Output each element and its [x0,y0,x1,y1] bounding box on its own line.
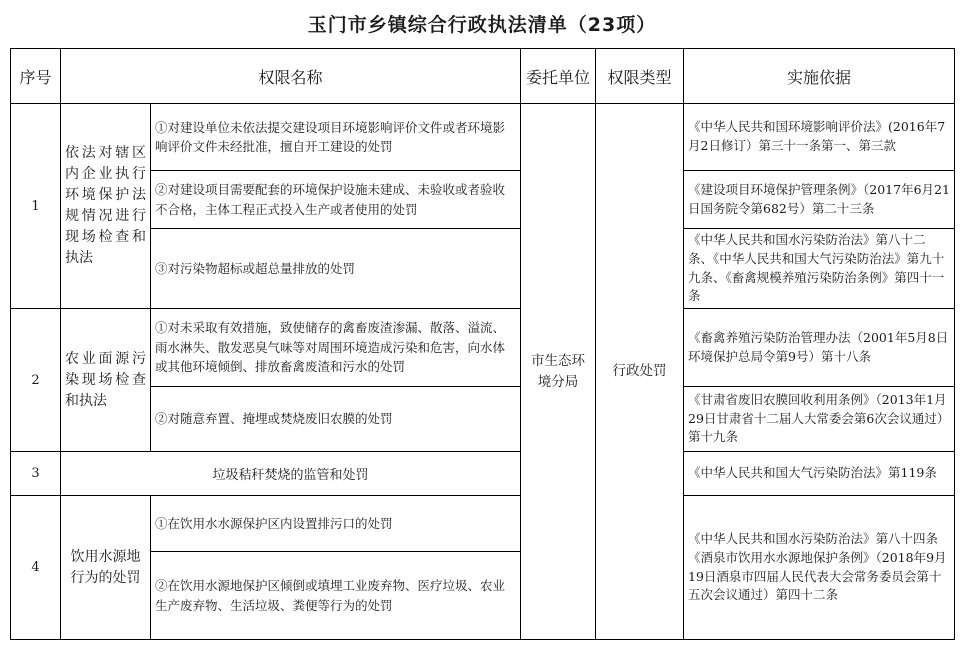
table-row [11,171,955,229]
type-cell: 行政处罚 [596,104,684,640]
item-cell: ①在饮用水水源保护区内设置排污口的处罚 [151,496,521,552]
item-cell: ③对污染物超标或超总量排放的处罚 [151,229,521,309]
header-type: 权限类型 [596,49,684,104]
basis-cell: 《畜禽养殖污染防治管理办法（2001年5月8日环境保护总局令第9号）第十八条 [684,309,955,387]
item-cell: 垃圾秸秆焚烧的监管和处罚 [61,452,521,496]
unit-cell: 市生态环境分局 [521,104,596,640]
row-number: 3 [11,452,61,496]
header-no: 序号 [11,49,61,104]
basis-cell: 《中华人民共和国水污染防治法》第八十四条 《酒泉市饮用水水源地保护条例》（2018年9月19日酒泉市四届人民代表大会常务委员会第十五次会议通过）第四十二条 [684,496,955,640]
basis-cell: 《建设项目环境保护管理条例》（2017年6月21日国务院令第682号）第二十三条 [684,171,955,229]
table-row [11,496,955,552]
basis-cell: 《中华人民共和国环境影响评价法》(2016年7月2日修订）第三十一条第一、第三款 [684,104,955,171]
basis-cell: 《中华人民共和国水污染防治法》第八十二条、《中华人民共和国大气污染防治法》第九十九条、《畜禽规模养殖污染防治条例》第四十一条 [684,229,955,309]
header-unit: 委托单位 [521,49,596,104]
page-title: 玉门市乡镇综合行政执法清单（23项） [307,14,657,36]
row-number: 2 [11,309,61,452]
table-row [11,229,955,309]
header-basis: 实施依据 [684,49,955,104]
table-row [11,104,955,171]
basis-cell: 《甘肃省废旧农膜回收利用条例》（2013年1月29日甘肃省十二届人大常委会第6次会议通过）第十九条 [684,387,955,452]
item-cell: ②对随意弃置、掩埋或焚烧废旧农膜的处罚 [151,387,521,452]
table-row [11,309,955,387]
header-row [11,49,955,104]
enforcement-table [10,48,955,640]
category-cell: 饮用水源地行为的处罚 [61,496,151,640]
row-number: 4 [11,496,61,640]
table-row [11,452,955,496]
category-cell: 依法对辖区内企业执行环境保护法规情况进行现场检查和执法 [61,104,151,309]
item-cell: ②在饮用水源地保护区倾倒或填埋工业废弃物、医疗垃圾、农业生产废弃物、生活垃圾、粪便等行为的处罚 [151,552,521,640]
basis-cell: 《中华人民共和国大气污染防治法》第119条 [684,452,955,496]
item-cell: ①对建设单位未依法提交建设项目环境影响评价文件或者环境影响评价文件未经批准，擅自开工建设的处罚 [151,104,521,171]
category-cell: 农业面源污染现场检查和执法 [61,309,151,452]
row-number: 1 [11,104,61,309]
table-row [11,387,955,452]
item-cell: ②对建设项目需要配套的环境保护设施未建成、未验收或者验收不合格，主体工程正式投入生产或者使用的处罚 [151,171,521,229]
header-name: 权限名称 [61,49,521,104]
item-cell: ①对未采取有效措施，致使储存的禽畜废渣渗漏、散落、溢流、雨水淋失、散发恶臭气味等对周围环境造成污染和危害，向水体或其他环境倾倒、排放畜禽废渣和污水的处罚 [151,309,521,387]
